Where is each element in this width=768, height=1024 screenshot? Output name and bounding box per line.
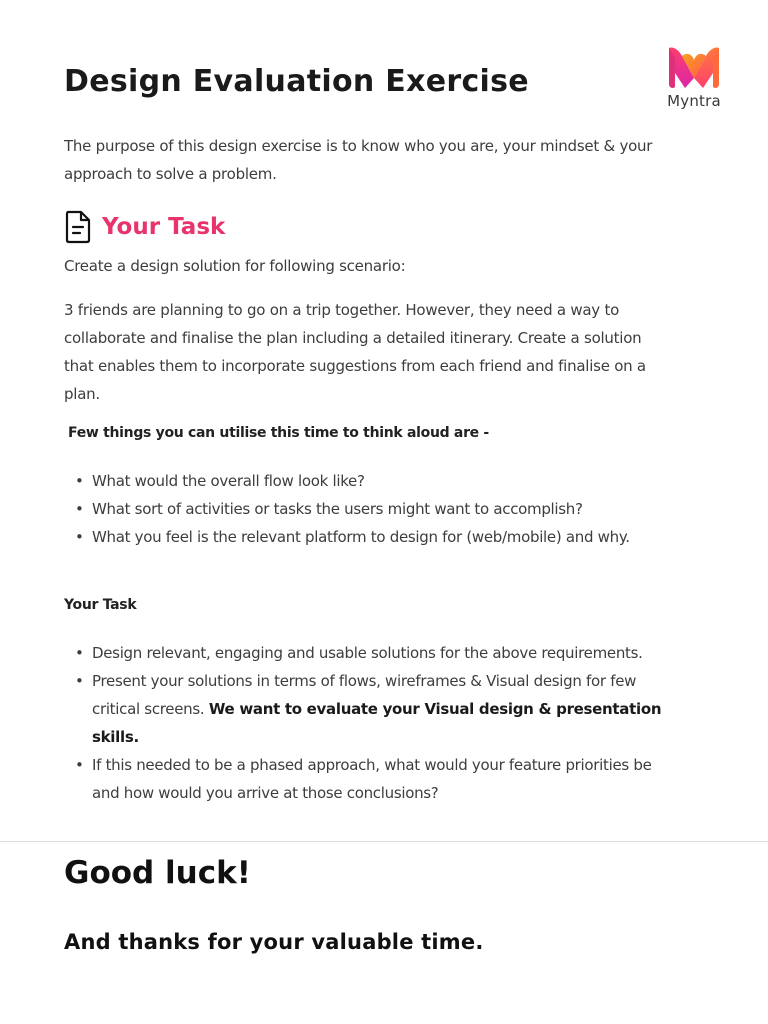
- list-item-text: Present your solutions in terms of flows, wireframes & Visual design for few critical screens.: [92, 672, 637, 718]
- list-item: [92, 667, 682, 751]
- list-item: • What you feel is the relevant platform to design for (web/mobile) and why.: [92, 523, 682, 551]
- list-item: • What sort of activities or tasks the users might want to accomplish?: [92, 495, 682, 523]
- list-item: [92, 751, 682, 807]
- scenario-paragraph: 3 friends are planning to go on a trip together. However, they need a way to collaborate and finalise the plan including a detailed itinerary. Create a solution that enables them to incorporate suggestions from each friend and finalise on a plan.: [64, 301, 646, 403]
- intro-paragraph: The purpose of this design exercise is to know who you are, your mindset & your approach to solve a problem.: [64, 137, 653, 183]
- list-item-text: Design relevant, engaging and usable solutions for the above requirements.: [92, 644, 643, 662]
- task-section-heading: [64, 210, 225, 244]
- logo-wordmark: Myntra: [667, 92, 721, 110]
- scenario-lead: Create a design solution for following scenario:: [64, 257, 406, 275]
- task-heading-label: Your Task: [102, 214, 226, 240]
- document-icon: [64, 210, 92, 244]
- page-title: Design Evaluation Exercise: [64, 64, 529, 99]
- myntra-logo: [656, 44, 732, 110]
- good-luck-heading: Good luck!: [64, 855, 251, 891]
- list-item: • What would the overall flow look like?: [92, 467, 682, 495]
- thanks-line: And thanks for your valuable time.: [64, 930, 484, 954]
- list-item-text: If this needed to be a phased approach, what would your feature priorities be and how would you arrive at those conclusions?: [92, 756, 652, 802]
- myntra-m-logo-icon: [663, 44, 725, 90]
- your-task-subheading: Your Task: [64, 597, 137, 613]
- list-item-emphasis: We want to evaluate your Visual design & presentation skills.: [92, 700, 662, 746]
- think-aloud-list: [64, 467, 682, 551]
- think-aloud-heading: Few things you can utilise this time to think aloud are -: [68, 425, 489, 441]
- list-item: [92, 639, 682, 667]
- your-task-list: [64, 639, 682, 807]
- section-divider: [0, 841, 768, 842]
